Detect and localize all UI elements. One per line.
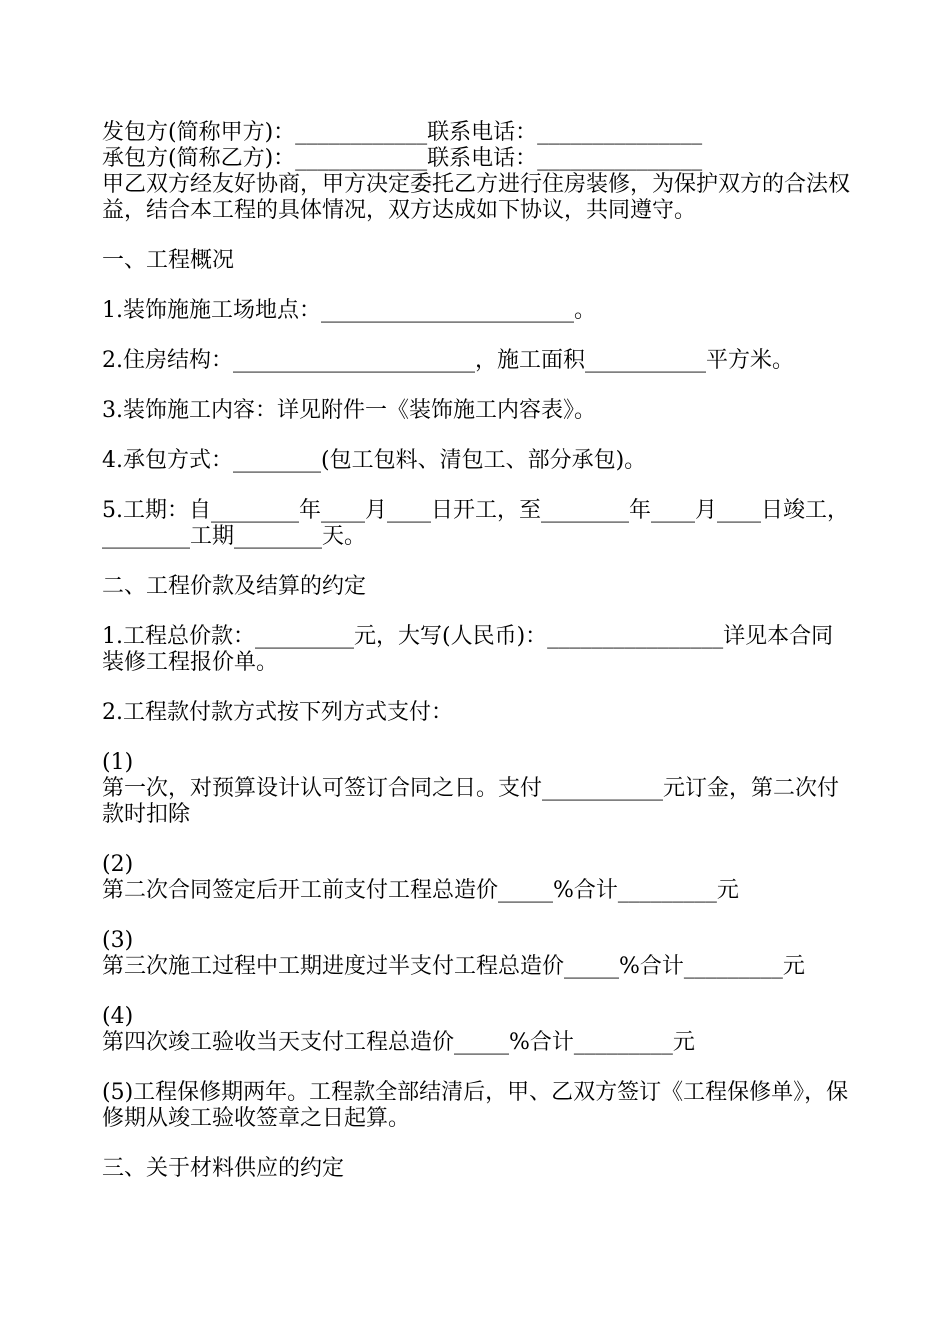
section2-item1: 1.工程总价款：_________元，大写(人民币)：________________详见本合同装修工程报价单。 — [102, 624, 834, 675]
section2-item2: 2.工程款付款方式按下列方式支付： — [102, 700, 453, 725]
intro-paragraph: 甲乙双方经友好协商，甲方决定委托乙方进行住房装修，为保护双方的合法权益，结合本工程的具体情况，双方达成如下协议，共同遵守。 — [102, 172, 851, 223]
payment-5-text: (5)工程保修期两年。工程款全部结清后，甲、乙双方签订《工程保修单》，保修期从竣工验收签章之日起算。 — [102, 1080, 849, 1131]
section1-title: 一、工程概况 — [102, 248, 235, 273]
section1-item3: 3.装饰施工内容：详见附件一《装饰施工内容表》。 — [102, 398, 596, 423]
payment-1-label: (1) — [102, 750, 134, 775]
section1-item5: 5.工期：自________年____月____日开工，至________年____月____日竣工，________工期________天。 — [102, 498, 849, 549]
payment-4-label: (4) — [102, 1004, 134, 1029]
payment-2-text: 第二次合同签定后开工前支付工程总造价_____%合计_________元 — [102, 878, 739, 903]
payment-2-label: (2) — [102, 852, 134, 877]
payment-1-text: 第一次，对预算设计认可签订合同之日。支付___________元订金，第二次付款时扣除 — [102, 776, 840, 827]
party-b-line: 承包方(简称乙方)：____________联系电话：_______________ — [102, 146, 703, 171]
payment-4-text: 第四次竣工验收当天支付工程总造价_____%合计_________元 — [102, 1030, 695, 1055]
section1-item2: 2.住房结构：______________________，施工面积___________平方米。 — [102, 348, 794, 373]
party-a-line: 发包方(简称甲方)：____________联系电话：_______________ — [102, 120, 703, 145]
contract-page — [102, 120, 854, 1182]
section2-title: 二、工程价款及结算的约定 — [102, 574, 367, 599]
section3-title: 三、关于材料供应的约定 — [102, 1156, 345, 1181]
payment-3-label: (3) — [102, 928, 134, 953]
payment-3-text: 第三次施工过程中工期进度过半支付工程总造价_____%合计_________元 — [102, 954, 805, 979]
section1-item4: 4.承包方式：________(包工包料、清包工、部分承包)。 — [102, 448, 647, 473]
section1-item1: 1.装饰施施工场地点：_______________________。 — [102, 298, 596, 323]
